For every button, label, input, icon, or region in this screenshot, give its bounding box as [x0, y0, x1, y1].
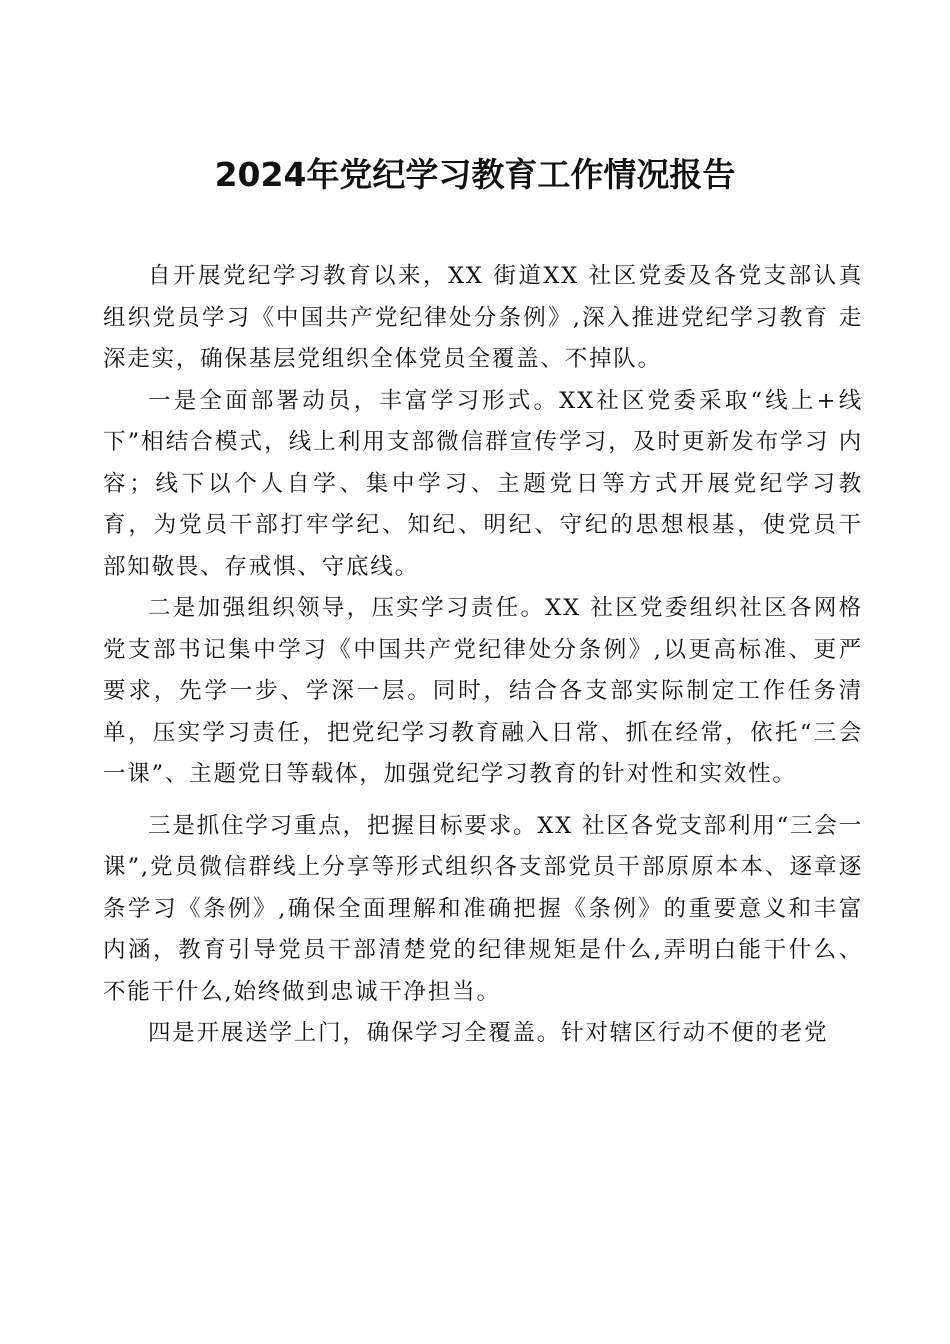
- paragraph-point-three: 三是抓住学习重点，把握目标要求。XX 社区各党支部利用“三会一课”,党员微信群线上分享等形式组织各支部党员干部原原本本、逐章逐条学习《条例》,确保全面理解和准确把握《条例》的重要意义和丰富内涵，教育引导党员干部清楚党的纪律规矩是什么,弄明白能干什么、不能干什么,始终做到忠诚干净担当。: [103, 812, 863, 1005]
- paragraph-point-two: 二是加强组织领导，压实学习责任。XX 社区党委组织社区各网格党支部书记集中学习《中国共产党纪律处分条例》,以更高标准、更严要求，先学一步、学深一层。同时，结合各支部实际制定工作任务清单，压实学习责任，把党纪学习教育融入日常、抓在经常，依托“三会一课”、主题党日等载体，加强党纪学习教育的针对性和实效性。: [103, 595, 863, 787]
- paragraph-intro: 自开展党纪学习教育以来，XX 街道XX 社区党委及各党支部认真 组织党员学习《中国共产党纪律处分条例》,深入推进党纪学习教育 走深走实，确保基层党组织全体党员全覆盖、不掉队。: [103, 263, 863, 372]
- paragraph-point-four: 四是开展送学上门，确保学习全覆盖。针对辖区行动不便的老党: [148, 1020, 829, 1046]
- document-body: [103, 256, 863, 1055]
- document-title: 2024年党纪学习教育工作情况报告: [214, 155, 736, 194]
- paragraph-point-one: 一是全面部署动员，丰富学习形式。XX社区党委采取“线上+线 下”相结合模式，线上利用支部微信群宣传学习，及时更新发布学习 内容；线下以个人自学、集中学习、主题党日等方式开展党纪学习教 育，为党员干部打牢学纪、知纪、明纪、守纪的思想根基，使党员干 部知敬畏、存戒惧、守底线。: [103, 387, 863, 580]
